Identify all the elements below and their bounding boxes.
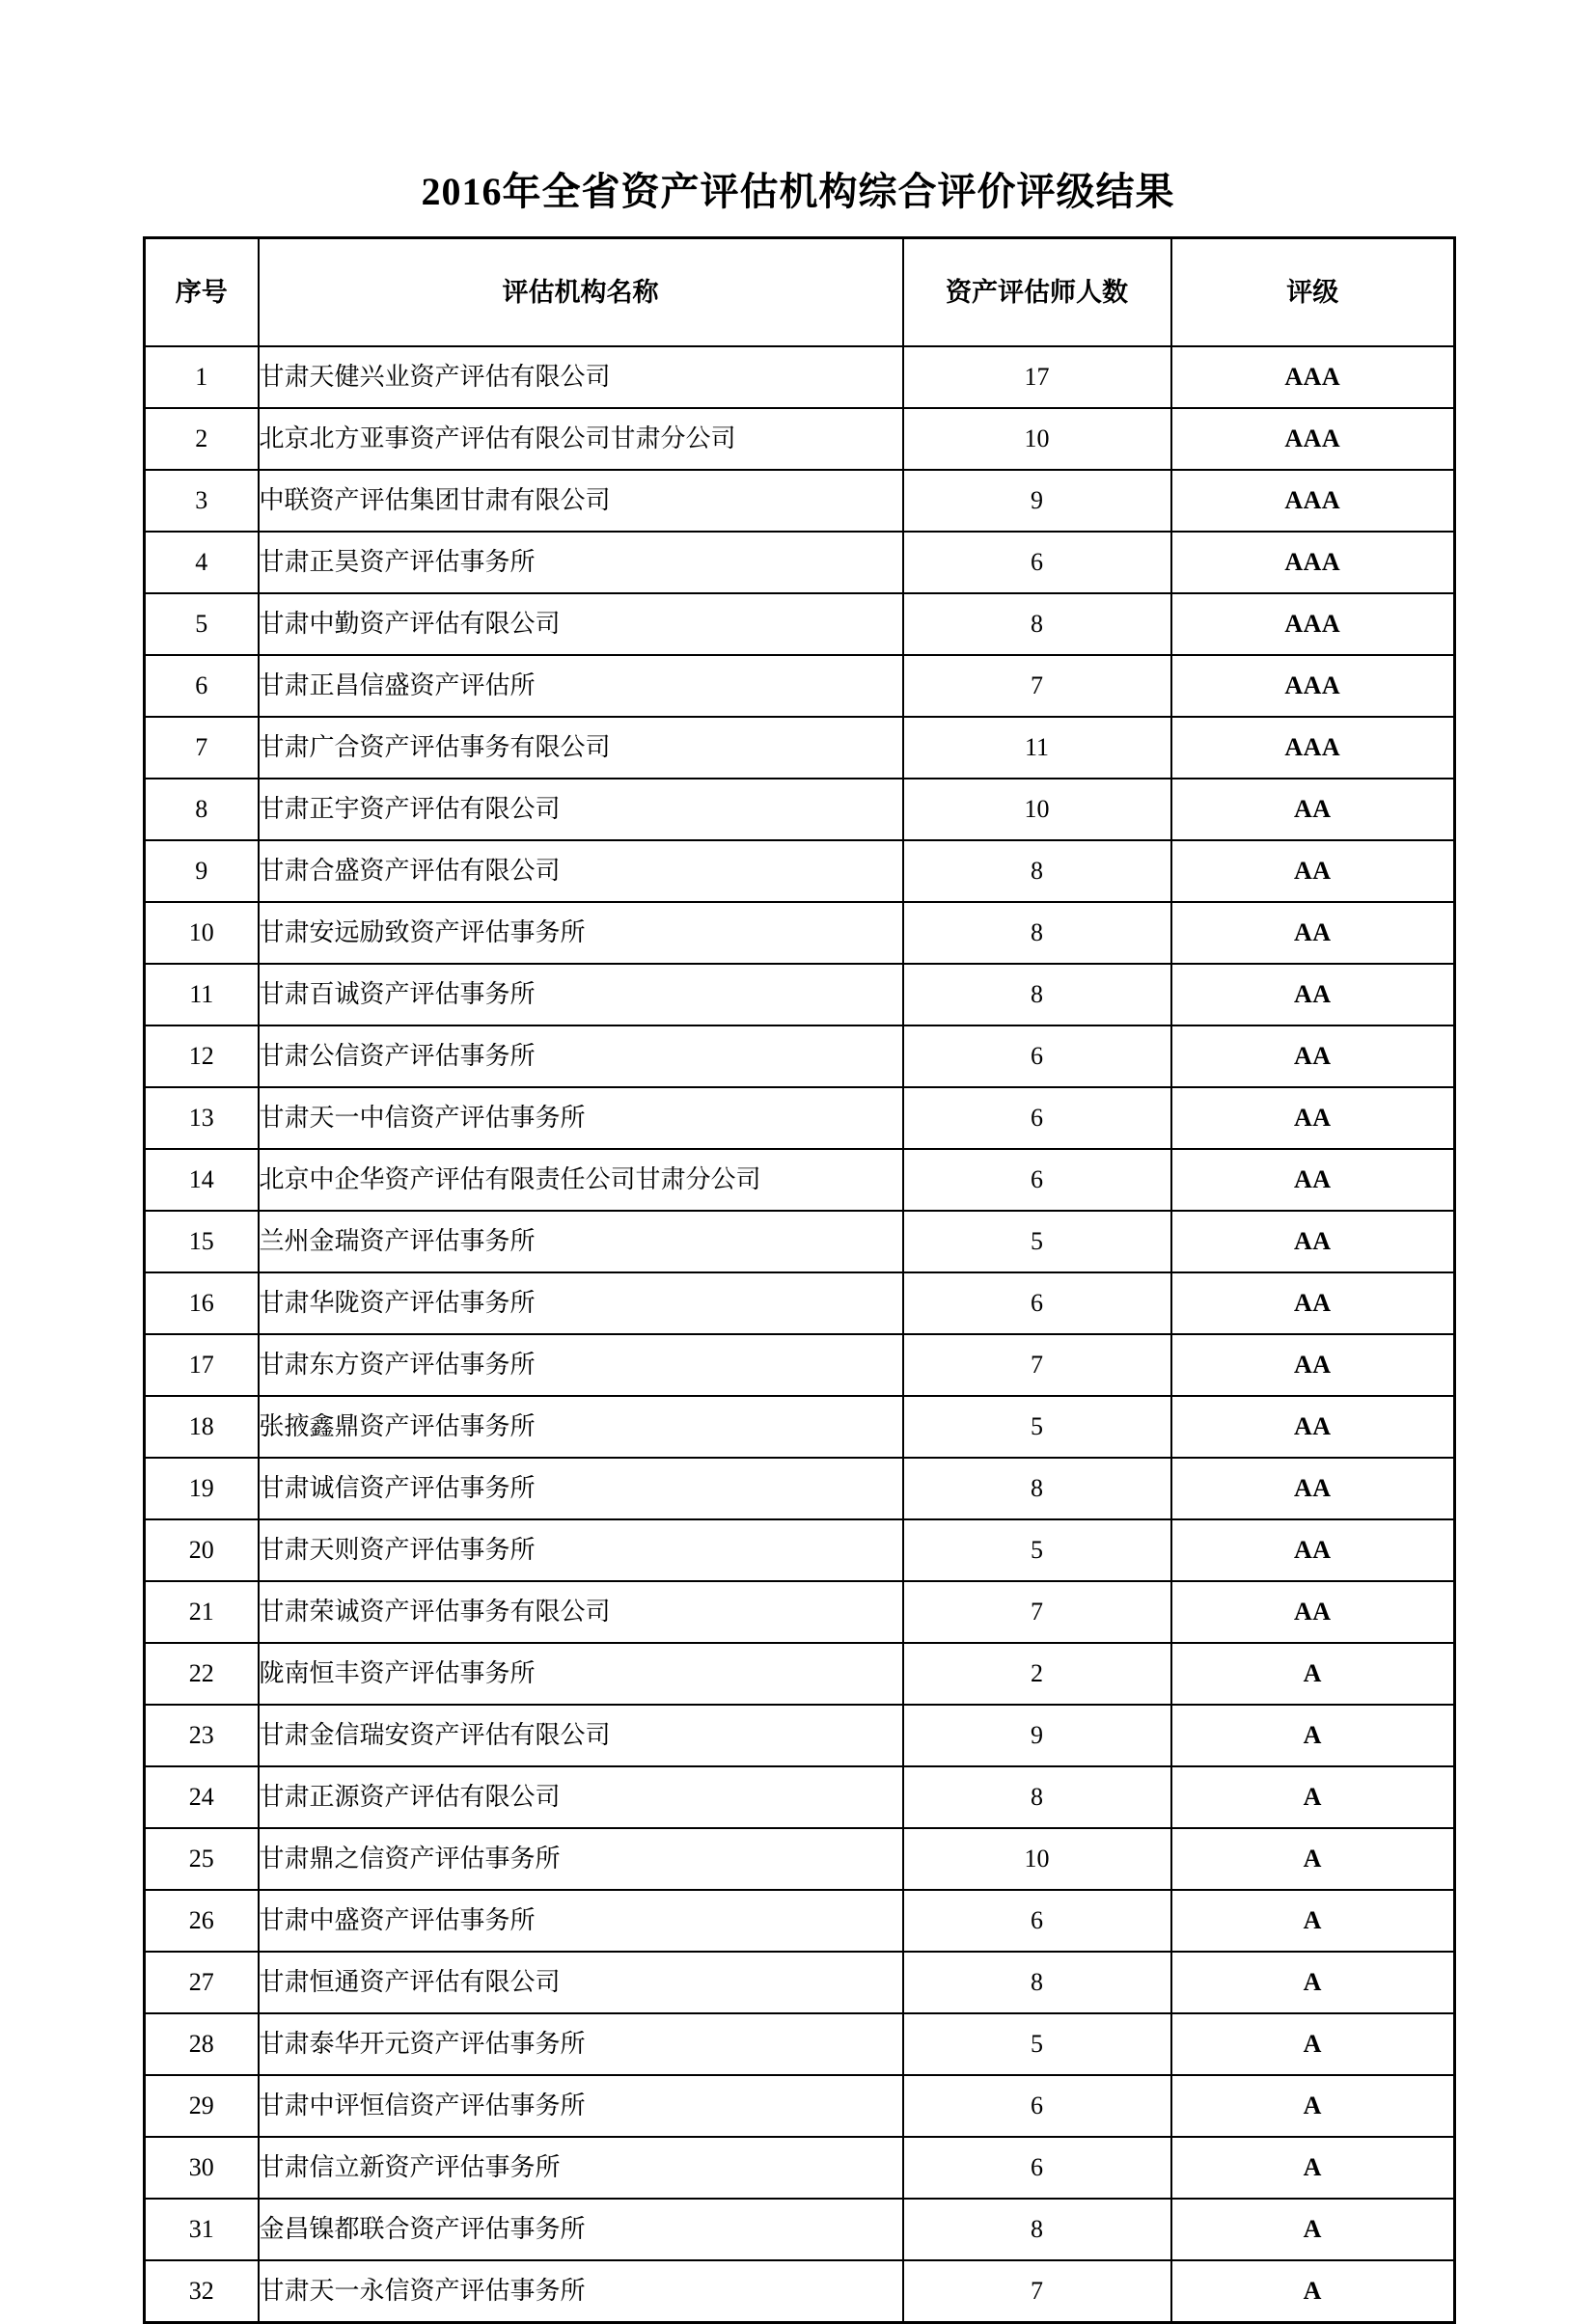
table-row (145, 717, 1455, 779)
cell-institution-name: 甘肃鼎之信资产评估事务所 (259, 1828, 903, 1890)
rating-results-table (143, 236, 1456, 2324)
table-row (145, 1149, 1455, 1211)
cell-sequence: 26 (145, 1890, 259, 1952)
column-header-grade: 评级 (1171, 238, 1455, 347)
cell-appraiser-count: 10 (903, 408, 1171, 470)
cell-institution-name: 金昌镍都联合资产评估事务所 (259, 2199, 903, 2260)
cell-sequence: 16 (145, 1272, 259, 1334)
table-row (145, 2199, 1455, 2260)
cell-grade: AA (1171, 1087, 1455, 1149)
cell-grade: AA (1171, 1149, 1455, 1211)
cell-appraiser-count: 7 (903, 655, 1171, 717)
cell-sequence: 13 (145, 1087, 259, 1149)
cell-appraiser-count: 10 (903, 779, 1171, 840)
cell-sequence: 3 (145, 470, 259, 532)
cell-sequence: 28 (145, 2013, 259, 2075)
table-row (145, 1952, 1455, 2013)
table-row (145, 1643, 1455, 1705)
cell-appraiser-count: 7 (903, 1334, 1171, 1396)
cell-institution-name: 甘肃泰华开元资产评估事务所 (259, 2013, 903, 2075)
cell-grade: AAA (1171, 532, 1455, 593)
cell-institution-name: 甘肃正昌信盛资产评估所 (259, 655, 903, 717)
table-row (145, 1272, 1455, 1334)
cell-appraiser-count: 2 (903, 1643, 1171, 1705)
table-row (145, 1334, 1455, 1396)
cell-sequence: 31 (145, 2199, 259, 2260)
cell-institution-name: 甘肃广合资产评估事务有限公司 (259, 717, 903, 779)
cell-grade: AA (1171, 1519, 1455, 1581)
cell-sequence: 10 (145, 902, 259, 964)
cell-institution-name: 甘肃恒通资产评估有限公司 (259, 1952, 903, 2013)
table-body (145, 346, 1455, 2323)
cell-institution-name: 甘肃正宇资产评估有限公司 (259, 779, 903, 840)
cell-sequence: 30 (145, 2137, 259, 2199)
table-row (145, 1766, 1455, 1828)
cell-sequence: 14 (145, 1149, 259, 1211)
cell-sequence: 1 (145, 346, 259, 408)
table-row (145, 1581, 1455, 1643)
cell-appraiser-count: 11 (903, 717, 1171, 779)
column-header-appraiser-count: 资产评估师人数 (903, 238, 1171, 347)
cell-institution-name: 甘肃华陇资产评估事务所 (259, 1272, 903, 1334)
cell-appraiser-count: 6 (903, 1890, 1171, 1952)
cell-grade: A (1171, 1643, 1455, 1705)
cell-grade: AAA (1171, 593, 1455, 655)
cell-grade: AAA (1171, 408, 1455, 470)
cell-institution-name: 甘肃中评恒信资产评估事务所 (259, 2075, 903, 2137)
cell-institution-name: 北京中企华资产评估有限责任公司甘肃分公司 (259, 1149, 903, 1211)
cell-appraiser-count: 6 (903, 1272, 1171, 1334)
table-row (145, 1087, 1455, 1149)
cell-grade: A (1171, 2075, 1455, 2137)
cell-institution-name: 甘肃百诚资产评估事务所 (259, 964, 903, 1025)
table-header-row (145, 238, 1455, 347)
cell-sequence: 23 (145, 1705, 259, 1766)
table-row (145, 470, 1455, 532)
cell-appraiser-count: 8 (903, 2199, 1171, 2260)
cell-appraiser-count: 8 (903, 1766, 1171, 1828)
cell-grade: AA (1171, 1334, 1455, 1396)
cell-sequence: 6 (145, 655, 259, 717)
cell-institution-name: 北京北方亚事资产评估有限公司甘肃分公司 (259, 408, 903, 470)
cell-appraiser-count: 7 (903, 2260, 1171, 2323)
table-row (145, 346, 1455, 408)
cell-institution-name: 中联资产评估集团甘肃有限公司 (259, 470, 903, 532)
cell-grade: AA (1171, 902, 1455, 964)
cell-grade: A (1171, 2199, 1455, 2260)
cell-grade: A (1171, 2137, 1455, 2199)
table-row (145, 2260, 1455, 2323)
table-row (145, 1458, 1455, 1519)
cell-institution-name: 甘肃诚信资产评估事务所 (259, 1458, 903, 1519)
cell-institution-name: 甘肃天一中信资产评估事务所 (259, 1087, 903, 1149)
cell-appraiser-count: 5 (903, 1211, 1171, 1272)
table-row (145, 1396, 1455, 1458)
cell-institution-name: 甘肃公信资产评估事务所 (259, 1025, 903, 1087)
cell-appraiser-count: 8 (903, 902, 1171, 964)
cell-appraiser-count: 10 (903, 1828, 1171, 1890)
cell-sequence: 22 (145, 1643, 259, 1705)
table-row (145, 2075, 1455, 2137)
cell-appraiser-count: 6 (903, 2137, 1171, 2199)
page-title: 2016年全省资产评估机构综合评价评级结果 (421, 169, 1175, 213)
cell-appraiser-count: 6 (903, 1087, 1171, 1149)
cell-institution-name: 甘肃东方资产评估事务所 (259, 1334, 903, 1396)
cell-institution-name: 甘肃中盛资产评估事务所 (259, 1890, 903, 1952)
cell-sequence: 24 (145, 1766, 259, 1828)
cell-grade: A (1171, 1766, 1455, 1828)
cell-grade: AA (1171, 1272, 1455, 1334)
cell-sequence: 5 (145, 593, 259, 655)
cell-sequence: 9 (145, 840, 259, 902)
cell-appraiser-count: 7 (903, 1581, 1171, 1643)
cell-institution-name: 甘肃正昊资产评估事务所 (259, 532, 903, 593)
table-row (145, 2013, 1455, 2075)
cell-sequence: 29 (145, 2075, 259, 2137)
cell-institution-name: 张掖鑫鼎资产评估事务所 (259, 1396, 903, 1458)
table-row (145, 1211, 1455, 1272)
cell-grade: A (1171, 2260, 1455, 2323)
cell-appraiser-count: 9 (903, 470, 1171, 532)
cell-grade: AA (1171, 840, 1455, 902)
table-row (145, 902, 1455, 964)
column-header-sequence: 序号 (145, 238, 259, 347)
results-table-container (143, 236, 1453, 2324)
cell-appraiser-count: 8 (903, 964, 1171, 1025)
cell-appraiser-count: 6 (903, 2075, 1171, 2137)
cell-sequence: 11 (145, 964, 259, 1025)
cell-grade: A (1171, 1705, 1455, 1766)
table-row (145, 1519, 1455, 1581)
table-row (145, 593, 1455, 655)
cell-institution-name: 甘肃正源资产评估有限公司 (259, 1766, 903, 1828)
cell-grade: AA (1171, 1025, 1455, 1087)
table-row (145, 1828, 1455, 1890)
cell-appraiser-count: 8 (903, 1952, 1171, 2013)
cell-grade: AAA (1171, 717, 1455, 779)
cell-sequence: 17 (145, 1334, 259, 1396)
cell-grade: A (1171, 1828, 1455, 1890)
cell-appraiser-count: 8 (903, 593, 1171, 655)
cell-institution-name: 甘肃中勤资产评估有限公司 (259, 593, 903, 655)
cell-sequence: 7 (145, 717, 259, 779)
column-header-institution-name: 评估机构名称 (259, 238, 903, 347)
cell-institution-name: 陇南恒丰资产评估事务所 (259, 1643, 903, 1705)
cell-grade: AA (1171, 964, 1455, 1025)
cell-grade: AAA (1171, 655, 1455, 717)
table-row (145, 532, 1455, 593)
cell-grade: AA (1171, 1396, 1455, 1458)
cell-institution-name: 甘肃安远励致资产评估事务所 (259, 902, 903, 964)
table-row (145, 964, 1455, 1025)
cell-sequence: 18 (145, 1396, 259, 1458)
cell-appraiser-count: 6 (903, 532, 1171, 593)
cell-appraiser-count: 6 (903, 1149, 1171, 1211)
table-row (145, 2137, 1455, 2199)
cell-appraiser-count: 6 (903, 1025, 1171, 1087)
table-row (145, 1705, 1455, 1766)
cell-appraiser-count: 5 (903, 2013, 1171, 2075)
table-row (145, 655, 1455, 717)
cell-grade: AA (1171, 1581, 1455, 1643)
cell-appraiser-count: 17 (903, 346, 1171, 408)
cell-sequence: 25 (145, 1828, 259, 1890)
table-row (145, 840, 1455, 902)
cell-appraiser-count: 9 (903, 1705, 1171, 1766)
cell-sequence: 32 (145, 2260, 259, 2323)
cell-institution-name: 兰州金瑞资产评估事务所 (259, 1211, 903, 1272)
cell-institution-name: 甘肃天则资产评估事务所 (259, 1519, 903, 1581)
cell-grade: AA (1171, 1211, 1455, 1272)
cell-grade: AAA (1171, 470, 1455, 532)
cell-sequence: 15 (145, 1211, 259, 1272)
cell-institution-name: 甘肃荣诚资产评估事务有限公司 (259, 1581, 903, 1643)
table-header (145, 238, 1455, 347)
cell-grade: A (1171, 1952, 1455, 2013)
cell-sequence: 12 (145, 1025, 259, 1087)
table-row (145, 779, 1455, 840)
cell-sequence: 8 (145, 779, 259, 840)
cell-sequence: 2 (145, 408, 259, 470)
table-row (145, 1890, 1455, 1952)
cell-appraiser-count: 8 (903, 1458, 1171, 1519)
cell-sequence: 4 (145, 532, 259, 593)
cell-institution-name: 甘肃合盛资产评估有限公司 (259, 840, 903, 902)
table-row (145, 1025, 1455, 1087)
cell-institution-name: 甘肃金信瑞安资产评估有限公司 (259, 1705, 903, 1766)
cell-grade: AA (1171, 1458, 1455, 1519)
cell-appraiser-count: 5 (903, 1519, 1171, 1581)
cell-sequence: 21 (145, 1581, 259, 1643)
cell-grade: AA (1171, 779, 1455, 840)
cell-institution-name: 甘肃信立新资产评估事务所 (259, 2137, 903, 2199)
cell-appraiser-count: 5 (903, 1396, 1171, 1458)
cell-grade: A (1171, 2013, 1455, 2075)
cell-sequence: 27 (145, 1952, 259, 2013)
table-row (145, 408, 1455, 470)
cell-appraiser-count: 8 (903, 840, 1171, 902)
cell-grade: A (1171, 1890, 1455, 1952)
cell-institution-name: 甘肃天一永信资产评估事务所 (259, 2260, 903, 2323)
cell-sequence: 19 (145, 1458, 259, 1519)
cell-institution-name: 甘肃天健兴业资产评估有限公司 (259, 346, 903, 408)
cell-sequence: 20 (145, 1519, 259, 1581)
cell-grade: AAA (1171, 346, 1455, 408)
